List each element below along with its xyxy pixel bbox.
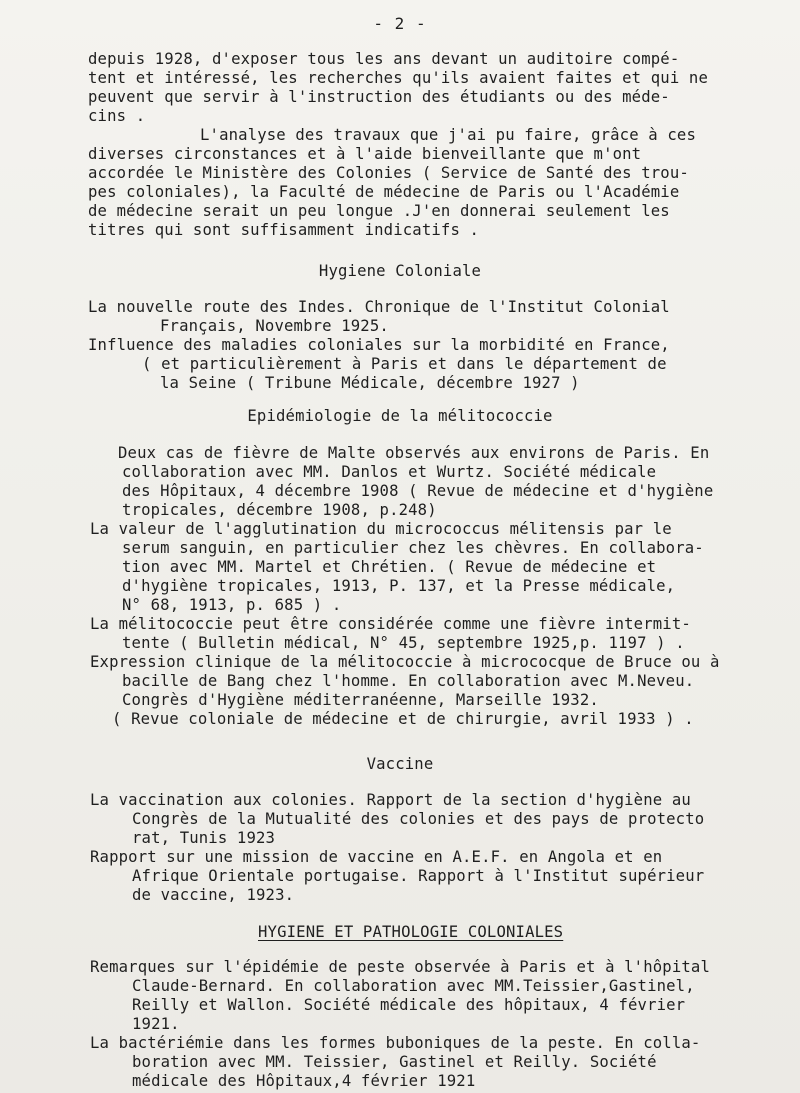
entry-line: Expression clinique de la mélitococcie à micrococque de Bruce ou à bbox=[90, 653, 720, 671]
intro-line: peuvent que servir à l'instruction des étudiants ou des méde- bbox=[88, 88, 670, 106]
entry-line: ( et particulièrement à Paris et dans le département de bbox=[142, 355, 667, 373]
intro-line: cins . bbox=[88, 107, 146, 125]
page-number: - 2 - bbox=[373, 14, 427, 33]
entry-line: médicale des Hôpitaux,4 février 1921 bbox=[132, 1072, 476, 1090]
section-heading: Epidémiologie de la mélitococcie bbox=[247, 407, 553, 425]
entry-line: bacille de Bang chez l'homme. En collaboration avec M.Neveu. bbox=[122, 672, 695, 690]
section-heading: Vaccine bbox=[366, 755, 434, 773]
entry-line: des Hôpitaux, 4 décembre 1908 ( Revue de médecine et d'hygiène bbox=[122, 482, 714, 500]
entry-line: rat, Tunis 1923 bbox=[132, 829, 276, 847]
entry-line: N° 68, 1913, p. 685 ) . bbox=[122, 596, 342, 614]
entry-line: Reilly et Wallon. Société médicale des hôpitaux, 4 février bbox=[132, 996, 686, 1014]
entry-line: tion avec MM. Martel et Chrétien. ( Revue de médecine et bbox=[122, 558, 657, 576]
intro-line: tent et intéressé, les recherches qu'ils avaient faites et qui ne bbox=[88, 69, 708, 87]
intro-line: de médecine serait un peu longue .J'en donnerai seulement les bbox=[88, 202, 670, 220]
entry-line: 1921. bbox=[132, 1015, 180, 1033]
entry-line: Congrès d'Hygiène méditerranéenne, Marseille 1932. bbox=[122, 691, 599, 709]
entry-line: La nouvelle route des Indes. Chronique de l'Institut Colonial bbox=[88, 298, 670, 316]
intro-line: titres qui sont suffisamment indicatifs . bbox=[88, 221, 480, 239]
entry-line: Rapport sur une mission de vaccine en A.E.F. en Angola et en bbox=[90, 848, 663, 866]
entry-line: de vaccine, 1923. bbox=[132, 886, 295, 904]
intro-line: diverses circonstances et à l'aide bienveillante que m'ont bbox=[88, 145, 642, 163]
section-heading: HYGIENE ET PATHOLOGIE COLONIALES bbox=[258, 923, 564, 941]
entry-line: La bactériémie dans les formes buboniques de la peste. En colla- bbox=[90, 1034, 701, 1052]
entry-line: ( Revue coloniale de médecine et de chirurgie, avril 1933 ) . bbox=[112, 710, 694, 728]
entry-line: Claude-Bernard. En collaboration avec MM.Teissier,Gastinel, bbox=[132, 977, 695, 995]
intro-line: accordée le Ministère des Colonies ( Service de Santé des trou- bbox=[88, 164, 689, 182]
entry-line: Deux cas de fièvre de Malte observés aux environs de Paris. En bbox=[118, 444, 710, 462]
entry-line: Remarques sur l'épidémie de peste observée à Paris et à l'hôpital bbox=[90, 958, 710, 976]
intro-line: L'analyse des travaux que j'ai pu faire, grâce à ces bbox=[200, 126, 696, 144]
section-heading: Hygiene Coloniale bbox=[318, 262, 482, 280]
entry-line: Français, Novembre 1925. bbox=[160, 317, 389, 335]
entry-line: tropicales, décembre 1908, p.248) bbox=[122, 501, 437, 519]
entry-line: La valeur de l'agglutination du micrococcus mélitensis par le bbox=[90, 520, 672, 538]
entry-line: tente ( Bulletin médical, N° 45, septembre 1925,p. 1197 ) . bbox=[122, 634, 685, 652]
entry-line: La mélitococcie peut être considérée comme une fièvre intermit- bbox=[90, 615, 691, 633]
entry-line: collaboration avec MM. Danlos et Wurtz. Société médicale bbox=[122, 463, 657, 481]
entry-line: serum sanguin, en particulier chez les chèvres. En collabora- bbox=[122, 539, 704, 557]
entry-line: Influence des maladies coloniales sur la morbidité en France, bbox=[88, 336, 670, 354]
entry-line: Congrès de la Mutualité des colonies et des pays de protecto bbox=[132, 810, 705, 828]
intro-line: depuis 1928, d'exposer tous les ans devant un auditoire compé- bbox=[88, 50, 680, 68]
intro-line: pes coloniales), la Faculté de médecine de Paris ou l'Académie bbox=[88, 183, 680, 201]
entry-line: Afrique Orientale portugaise. Rapport à l'Institut supérieur bbox=[132, 867, 705, 885]
entry-line: boration avec MM. Teissier, Gastinel et Reilly. Société bbox=[132, 1053, 657, 1071]
entry-line: la Seine ( Tribune Médicale, décembre 1927 ) bbox=[160, 374, 580, 392]
entry-line: d'hygiène tropicales, 1913, P. 137, et la Presse médicale, bbox=[122, 577, 676, 595]
entry-line: La vaccination aux colonies. Rapport de la section d'hygiène au bbox=[90, 791, 691, 809]
